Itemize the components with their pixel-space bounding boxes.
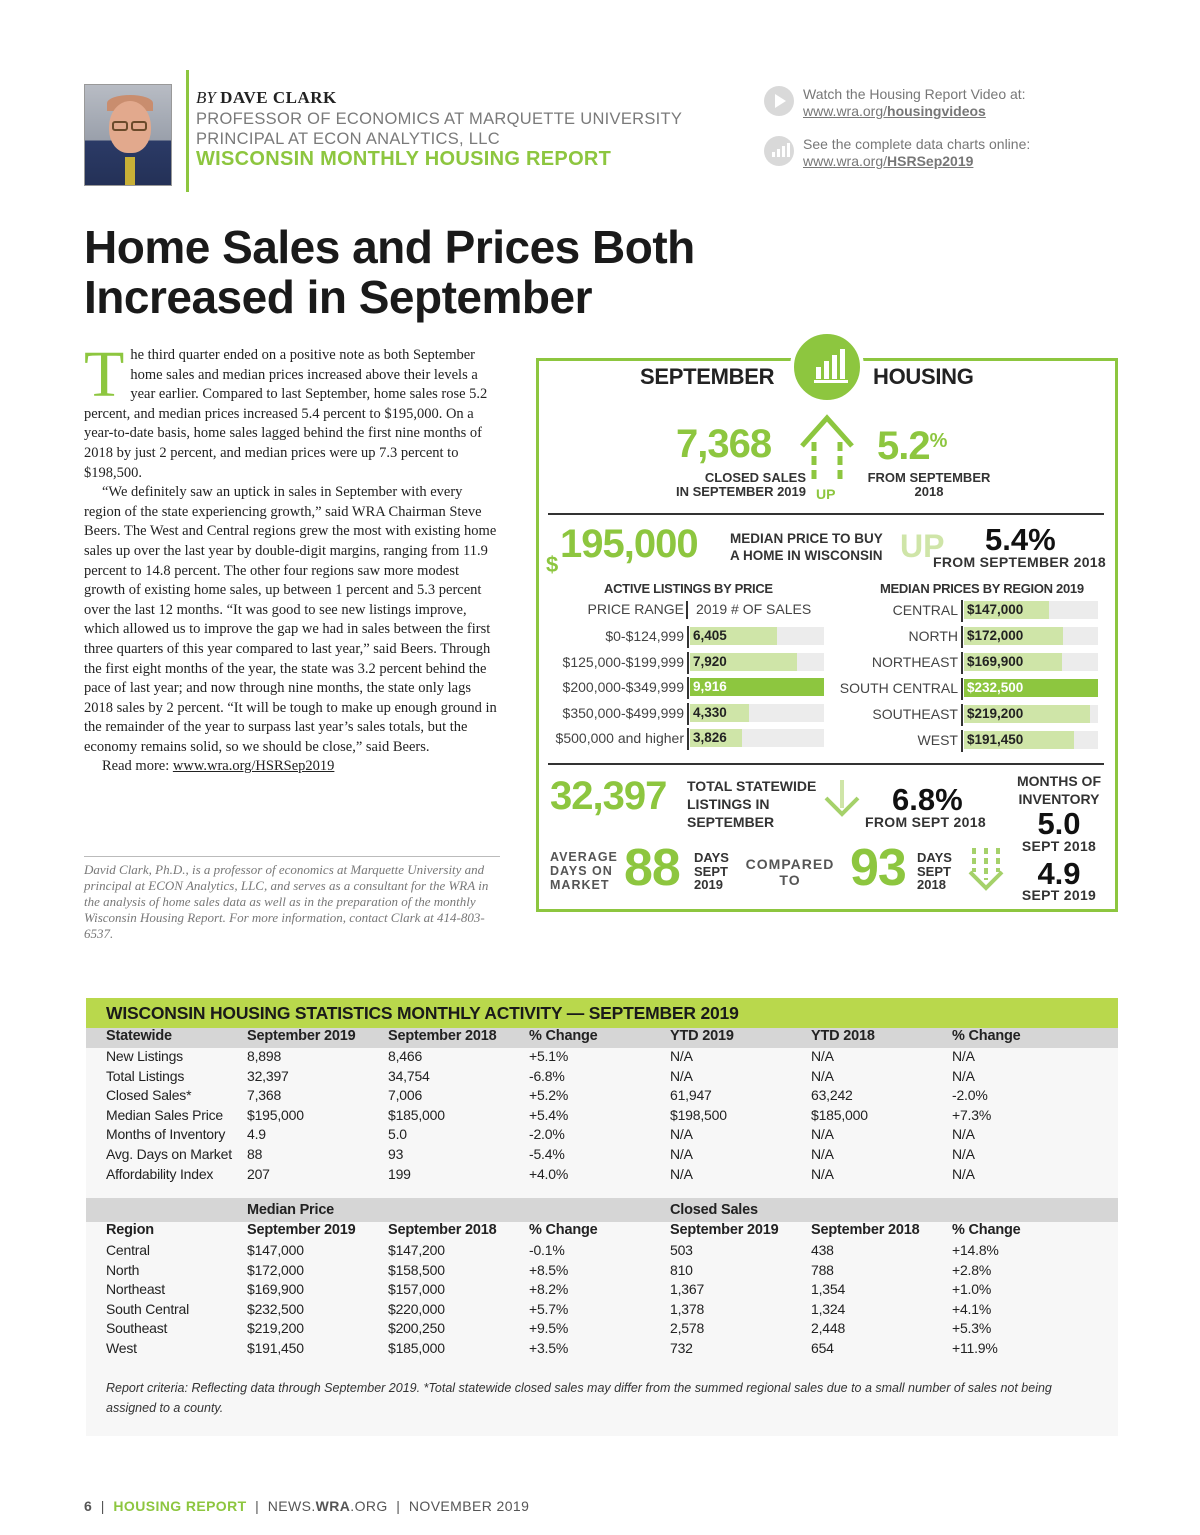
region-row-label: Southeast [106, 1320, 168, 1337]
statewide-column-header: % Change [529, 1028, 598, 1044]
statewide-cell: 7,368 [247, 1087, 282, 1104]
statewide-column-header: September 2019 [247, 1028, 356, 1044]
listings-data-label: 3,826 [693, 730, 727, 746]
listings-axis-tick [687, 652, 689, 674]
video-link-block[interactable]: Watch the Housing Report Video at: www.wra.org/housingvideos [803, 86, 1026, 119]
region-cell: $157,000 [388, 1281, 445, 1298]
statewide-cell: -6.8% [529, 1067, 565, 1084]
statewide-cell: 93 [388, 1146, 404, 1162]
author-photo [84, 84, 172, 186]
region-cell: $219,200 [247, 1320, 304, 1337]
play-icon[interactable] [764, 86, 794, 116]
closed-sales-group-header: Closed Sales [670, 1202, 758, 1218]
closed-change-value: 5.2% [877, 424, 947, 468]
region-cell: +5.3% [952, 1320, 992, 1337]
region-axis-tick [961, 600, 963, 622]
region-axis-tick [961, 652, 963, 674]
median-change-value: 5.4% [985, 522, 1056, 557]
read-more-link[interactable]: www.wra.org/HSRSep2019 [172, 758, 335, 775]
listings-change-label: FROM SEPT 2018 [865, 814, 986, 830]
listings-col-range: PRICE RANGE [587, 601, 684, 617]
listings-axis-tick [687, 728, 689, 750]
region-cell: +1.0% [952, 1281, 992, 1298]
region-cell: 1,378 [670, 1300, 705, 1317]
statewide-cell: N/A [670, 1126, 693, 1143]
region-cell: +14.8% [952, 1242, 999, 1258]
article-paragraph-1: The third quarter ended on a positive note as both September home sales and median prices increased above their levels a year earlier. Compared to last September, home sales rose 5.2 percent, and median prices increased 5.4 percent to $195,000. On a year-to-date basis, home sales lagged behind the first nine months of 2018 by just 2 percent, and median prices were up 7.3 percent to $198,500. [84, 338, 488, 481]
months-inventory-label: MONTHS OF INVENTORY [1017, 773, 1101, 807]
region-axis-tick [961, 678, 963, 700]
header-divider [186, 70, 189, 192]
statewide-column-header: September 2018 [388, 1028, 497, 1044]
listings-category-label: $200,000-$349,999 [562, 679, 684, 696]
compared-label: COMPARED TO [745, 856, 835, 888]
region-cell: $169,900 [247, 1281, 304, 1298]
region-cell: +3.5% [529, 1340, 569, 1356]
up-arrow-icon [794, 408, 860, 490]
statewide-cell: +5.2% [529, 1087, 569, 1104]
region-row-label: West [106, 1340, 137, 1356]
region-column-header: September 2018 [388, 1222, 497, 1238]
region-cell: 732 [670, 1340, 693, 1356]
region-bar-track [964, 731, 1098, 749]
listings-bar-track [690, 704, 824, 722]
inventory-2018-value: 5.0 [1037, 806, 1081, 841]
region-data-label: $191,450 [967, 732, 1024, 747]
region-data-label: $219,200 [967, 706, 1024, 721]
statewide-cell: $185,000 [811, 1106, 868, 1123]
listings-axis-tick [687, 626, 689, 648]
region-cell: 1,354 [811, 1281, 846, 1298]
region-category-label: NORTH [908, 628, 958, 644]
statewide-cell: +5.4% [529, 1106, 569, 1123]
box-heading-right: HOUSING [873, 364, 974, 389]
statewide-cell: $195,000 [247, 1106, 304, 1123]
region-column-header: September 2018 [811, 1222, 920, 1238]
statewide-cell: N/A [952, 1126, 975, 1143]
listings-data-label: 9,916 [693, 679, 727, 695]
listings-category-label: $0-$124,999 [605, 628, 684, 644]
region-axis-tick [961, 704, 963, 726]
listings-change-value: 6.8% [892, 782, 963, 817]
statewide-cell: N/A [670, 1067, 693, 1084]
statewide-cell: -2.0% [529, 1126, 565, 1143]
region-cell: 654 [811, 1340, 834, 1356]
statewide-cell: N/A [952, 1067, 975, 1084]
statewide-row-label: Affordability Index [106, 1165, 214, 1182]
report-name: WISCONSIN MONTHLY HOUSING REPORT [196, 148, 612, 170]
median-price-group-header: Median Price [247, 1202, 335, 1218]
region-cell: +2.8% [952, 1261, 992, 1278]
article-paragraph-2: “We definitely saw an uptick in sales in September with every region of the state experiencing growth,” said WRA Chairman Steve Beers. The West and Central regions grew the most with existing home sales up over the last year by double-digit margins, ranging from 11.9 percent to 14.8 percent. The other four regions saw more modest growth of existing home sales, up between 1 percent and 5.3 percent over the last 12 months. “It was good to see new listings improve, which allowed us to improve the gap we had in sales between the first three quarters of this year compared to last year,” said Beers. Through the first eight months of the year, the state was 3.2 percent behind the pace of last year; and now through nine months, the state only lags 2018 sales by 2 percent. “It will be tough to make up enough ground in the remainder of the year to surpass last year’s sales totals, but the economy remains solid, so we should be close,” said Beers. [84, 484, 497, 755]
dom-2019-label: DAYS SEPT 2019 [694, 850, 729, 892]
median-price-label: MEDIAN PRICE TO BUY A HOME IN WISCONSIN [730, 531, 883, 563]
region-column-header: % Change [952, 1222, 1021, 1238]
listings-bar-track [690, 678, 824, 696]
listings-col-sales: 2019 # OF SALES [696, 601, 812, 617]
statewide-cell: 8,466 [388, 1048, 423, 1064]
median-up-label: UP [900, 528, 945, 564]
statewide-row-label: Closed Sales* [106, 1087, 192, 1104]
dom-2018-value: 93 [850, 839, 906, 897]
statewide-cell: +5.1% [529, 1048, 569, 1064]
statewide-cell: -2.0% [952, 1087, 988, 1104]
author-bio: David Clark, Ph.D., is a professor of economics at Marquette University and principal at ECON Analytics, LLC, and serves as a consultant for the WRA in the analysis of home sales data as well as in the preparation of the monthly Wisconsin Housing Report. For more information, contact Clark at 414-803-6537. [84, 856, 500, 942]
region-column-header: Region [106, 1222, 154, 1238]
region-cell: +8.2% [529, 1281, 569, 1298]
box-heading-left: SEPTEMBER [640, 364, 775, 389]
region-cell: $220,000 [388, 1300, 445, 1317]
statewide-cell: 4.9 [247, 1126, 266, 1143]
region-row-label: Central [106, 1242, 150, 1258]
region-cell: $147,000 [247, 1242, 304, 1258]
closed-change-label: FROM SEPTEMBER 2018 [867, 470, 991, 499]
median-price-value: 195,000 [560, 522, 698, 566]
region-axis-tick [961, 730, 963, 752]
listings-category-label: $500,000 and higher [555, 730, 684, 747]
statewide-row-label: Months of Inventory [106, 1126, 226, 1143]
closed-sales-label: CLOSED SALES IN SEPTEMBER 2019 [675, 470, 806, 499]
statewide-cell: N/A [811, 1067, 834, 1084]
byline: BY DAVE CLARK [196, 88, 337, 107]
listings-bar-track [690, 627, 824, 645]
region-row-label: South Central [106, 1300, 190, 1317]
region-row-label: North [106, 1261, 140, 1278]
statewide-cell: N/A [952, 1146, 975, 1162]
region-column-header: September 2019 [247, 1222, 356, 1238]
statewide-row-label: Total Listings [106, 1067, 185, 1084]
statewide-cell: 207 [247, 1165, 270, 1182]
region-category-label: SOUTHEAST [872, 706, 958, 722]
statewide-column-header: YTD 2019 [670, 1028, 734, 1044]
statewide-cell: 8,898 [247, 1048, 282, 1064]
report-criteria: Report criteria: Reflecting data through September 2019. *Total statewide closed sales may differ from the summed regional sales due to a small number of sales not being assigned to a county. [106, 1381, 1052, 1415]
statewide-cell: -5.4% [529, 1146, 565, 1162]
statewide-cell: N/A [670, 1048, 693, 1064]
statewide-column-header: Statewide [106, 1028, 172, 1044]
region-cell: +8.5% [529, 1261, 569, 1278]
region-cell: 1,367 [670, 1281, 705, 1298]
statewide-column-header: YTD 2018 [811, 1028, 875, 1044]
region-data-label: $172,000 [967, 628, 1024, 643]
statewide-cell: 88 [247, 1146, 263, 1162]
charts-link-block[interactable]: See the complete data charts online: www.wra.org/HSRSep2019 [803, 136, 1031, 169]
bar-chart-icon[interactable] [764, 136, 794, 166]
dom-2019-value: 88 [624, 839, 680, 897]
region-column-header: September 2019 [670, 1222, 779, 1238]
statewide-cell: N/A [811, 1146, 834, 1162]
region-column-header: % Change [529, 1222, 598, 1238]
region-cell: $172,000 [247, 1261, 304, 1278]
closed-up-label: UP [816, 486, 836, 502]
region-category-label: CENTRAL [892, 602, 958, 618]
median-change-label: FROM SEPTEMBER 2018 [933, 554, 1106, 570]
region-cell: 2,578 [670, 1320, 705, 1337]
statewide-cell: $185,000 [388, 1106, 445, 1123]
listings-col-divider [686, 601, 688, 619]
region-cell: 503 [670, 1242, 693, 1258]
region-cell: -0.1% [529, 1242, 565, 1258]
region-cell: +5.7% [529, 1300, 569, 1317]
read-more: Read more: www.wra.org/HSRSep2019 [102, 758, 335, 775]
dollar-sign: $ [546, 552, 558, 577]
statewide-cell: 7,006 [388, 1087, 423, 1104]
region-data-label: $147,000 [967, 602, 1024, 617]
dom-2018-label: DAYS SEPT 2018 [917, 850, 952, 892]
stats-table-title: WISCONSIN HOUSING STATISTICS MONTHLY ACTIVITY — SEPTEMBER 2019 [86, 998, 1118, 1028]
statewide-column-header: % Change [952, 1028, 1021, 1044]
author-titles: PROFESSOR OF ECONOMICS AT MARQUETTE UNIVERSITY PRINCIPAL AT ECON ANALYTICS, LLC [196, 110, 683, 148]
inventory-2018-label: SEPT 2018 [1021, 838, 1097, 854]
region-row-label: Northeast [106, 1281, 165, 1298]
region-cell: $158,500 [388, 1261, 445, 1278]
statewide-cell: N/A [811, 1048, 834, 1064]
statewide-cell: 34,754 [388, 1067, 430, 1084]
region-cell: 1,324 [811, 1300, 846, 1317]
listings-data-label: 6,405 [693, 628, 727, 643]
region-cell: +9.5% [529, 1320, 569, 1337]
region-cell: $185,000 [388, 1340, 445, 1356]
region-category-label: WEST [917, 732, 958, 748]
region-cell: +11.9% [952, 1340, 998, 1356]
listings-chart-title: ACTIVE LISTINGS BY PRICE [604, 581, 773, 596]
region-bar-track [964, 627, 1098, 645]
inventory-2019-value: 4.9 [1037, 856, 1081, 891]
statewide-cell: 61,947 [670, 1087, 712, 1104]
region-axis-tick [961, 626, 963, 648]
total-listings-label: TOTAL STATEWIDE LISTINGS IN SEPTEMBER [687, 778, 817, 830]
statewide-row-label: New Listings [106, 1048, 183, 1064]
statewide-cell: N/A [811, 1126, 834, 1143]
statewide-cell: N/A [952, 1165, 975, 1182]
statewide-row-label: Median Sales Price [106, 1106, 224, 1123]
listings-bar-track [690, 653, 824, 671]
listings-axis-tick [687, 703, 689, 725]
region-cell: $200,250 [388, 1320, 445, 1337]
listings-data-label: 7,920 [693, 653, 727, 669]
closed-sales-value: 7,368 [676, 422, 772, 466]
page-footer: 6 | HOUSING REPORT | NEWS.WRA.ORG | NOVEMBER 2019 [84, 1498, 530, 1514]
region-cell: +4.1% [952, 1300, 992, 1317]
region-cell: 788 [811, 1261, 834, 1278]
region-cell: $232,500 [247, 1300, 304, 1317]
headline: Home Sales and Prices Both Increased in September [84, 221, 695, 323]
article-body [84, 338, 502, 777]
region-bar-track [964, 679, 1098, 697]
statewide-cell: +7.3% [952, 1106, 992, 1123]
box-divider-1 [548, 513, 1104, 515]
region-cell: $191,450 [247, 1340, 304, 1356]
region-cell: 438 [811, 1242, 834, 1258]
box-divider-2 [548, 763, 1104, 765]
listings-bar-track [690, 729, 824, 747]
regions-chart-title: MEDIAN PRICES BY REGION 2019 [880, 581, 1084, 596]
total-listings-value: 32,397 [550, 774, 667, 818]
inventory-2019-label: SEPT 2019 [1021, 887, 1097, 903]
down-arrow-icon [822, 778, 862, 818]
statewide-cell: $198,500 [670, 1106, 727, 1123]
statewide-cell: 5.0 [388, 1126, 407, 1143]
listings-category-label: $125,000-$199,999 [562, 653, 684, 670]
statewide-cell: 32,397 [247, 1067, 289, 1084]
listings-category-label: $350,000-$499,999 [562, 704, 684, 721]
region-data-label: $169,900 [967, 654, 1024, 669]
statewide-cell: N/A [670, 1146, 693, 1162]
statewide-cell: 63,242 [811, 1087, 853, 1104]
region-bar-track [964, 653, 1098, 671]
region-bar-track [964, 601, 1098, 619]
region-cell: 810 [670, 1261, 693, 1278]
housing-chart-icon [790, 330, 864, 404]
statewide-cell: N/A [811, 1165, 834, 1182]
dom-down-arrow-icon [966, 846, 1006, 892]
region-cell: 2,448 [811, 1320, 846, 1337]
region-header-band [86, 1198, 1118, 1222]
statewide-cell: N/A [670, 1165, 693, 1182]
listings-data-label: 4,330 [693, 704, 727, 720]
region-cell: $147,200 [388, 1242, 445, 1258]
listings-axis-tick [687, 677, 689, 699]
statewide-cell: N/A [952, 1048, 975, 1064]
region-data-label: $232,500 [967, 680, 1024, 695]
statewide-row-label: Avg. Days on Market [106, 1146, 232, 1162]
region-bar-track [964, 705, 1098, 723]
dom-label: AVERAGE DAYS ON MARKET [550, 850, 618, 892]
region-category-label: SOUTH CENTRAL [839, 680, 958, 696]
statewide-cell: +4.0% [529, 1165, 569, 1182]
region-category-label: NORTHEAST [871, 654, 958, 670]
drop-cap: T [84, 338, 125, 411]
statewide-cell: 199 [388, 1165, 411, 1182]
